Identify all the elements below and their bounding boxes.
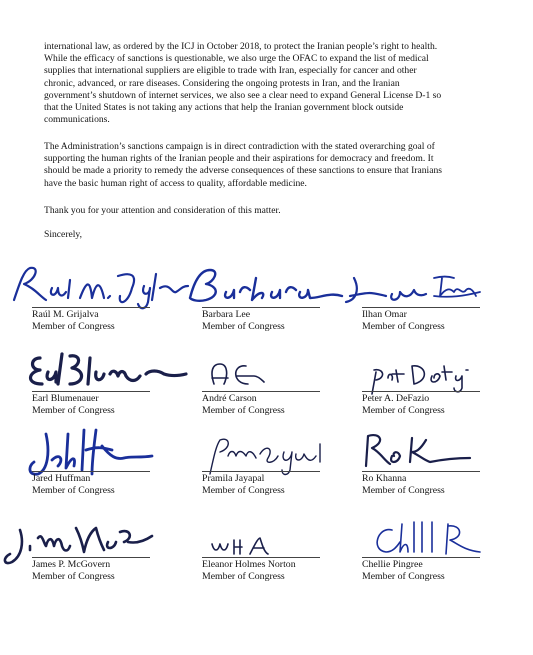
signature-line (362, 471, 480, 472)
signature-line (362, 307, 480, 308)
handwritten-signature-carson (170, 336, 320, 396)
signatory-name: Peter A. DeFazio (362, 393, 430, 404)
signature-block-lee (170, 252, 320, 332)
signature-line (202, 391, 320, 392)
signatory-name: Chellie Pingree (362, 559, 423, 570)
signatory-title: Member of Congress (202, 485, 285, 496)
signature-line (32, 307, 150, 308)
handwritten-signature-omar (330, 252, 500, 312)
signatory-title: Member of Congress (202, 571, 285, 582)
signatory-name: Earl Blumenauer (32, 393, 99, 404)
signature-line (202, 307, 320, 308)
signature-block-grijalva (0, 252, 150, 332)
signatory-title: Member of Congress (32, 321, 115, 332)
signatory-title: Member of Congress (202, 405, 285, 416)
signature-block-mcgovern (0, 502, 150, 582)
signature-block-jayapal (170, 416, 320, 496)
signature-line (32, 391, 150, 392)
signature-block-khanna (330, 416, 480, 496)
signatory-name: Pramila Jayapal (202, 473, 265, 484)
signatory-title: Member of Congress (362, 321, 445, 332)
signature-line (32, 557, 150, 558)
signature-block-carson (170, 336, 320, 416)
thank-you-line: Thank you for your attention and consideration of this matter. (44, 205, 281, 216)
signatory-title: Member of Congress (32, 571, 115, 582)
signature-line (362, 557, 480, 558)
signature-block-omar (330, 252, 480, 332)
signatory-name: Jared Huffman (32, 473, 91, 484)
closing-sincerely: Sincerely, (44, 229, 83, 240)
signatory-name: Raúl M. Grijalva (32, 309, 99, 320)
signature-line (202, 471, 320, 472)
signatory-name: André Carson (202, 393, 257, 404)
body-paragraph-2: The Administration’s sanctions campaign is in direct contradiction with the stated overarching goal of supporting the human rights of the Iranian people and their aspirations for democracy and freedom. It should be made a priority to remedy the adverse consequences of these sanctions to ensure that Iranians have the basic human right of access to quality, affordable medicine. (44, 141, 443, 189)
signature-block-norton (170, 502, 320, 582)
signature-line (202, 557, 320, 558)
signatory-name: Ro Khanna (362, 473, 407, 484)
signatory-name: James P. McGovern (32, 559, 111, 570)
signatory-name: Eleanor Holmes Norton (202, 559, 296, 570)
signatory-name: Barbara Lee (202, 309, 251, 320)
signatory-title: Member of Congress (362, 571, 445, 582)
signatory-name: Ilhan Omar (362, 309, 407, 320)
signature-block-blumenauer (0, 336, 150, 416)
signature-block-pingree (330, 502, 480, 582)
signatory-title: Member of Congress (32, 405, 115, 416)
signature-line (32, 471, 150, 472)
signature-block-defazio (330, 336, 480, 416)
signature-line (362, 391, 480, 392)
signatory-title: Member of Congress (362, 405, 445, 416)
body-paragraph-1: international law, as ordered by the ICJ in October 2018, to protect the Iranian people’s right to health. While the efficacy of sanctions is questionable, we also urge the OFAC to expand the list of medical supplies that international suppliers are eligible to trade with Iran, especially for cancer and other chronic, advanced, or rare diseases. Considering the ongoing protests in Iran, and the Iranian government’s shutdown of internet services, we also see a clear need to expand General License D-1 so that the United States is not taking any actions that help the Iranian government block outside communications. (44, 41, 442, 126)
signatory-title: Member of Congress (362, 485, 445, 496)
signatory-title: Member of Congress (202, 321, 285, 332)
signature-block-huffman (0, 416, 150, 496)
signatory-title: Member of Congress (32, 485, 115, 496)
